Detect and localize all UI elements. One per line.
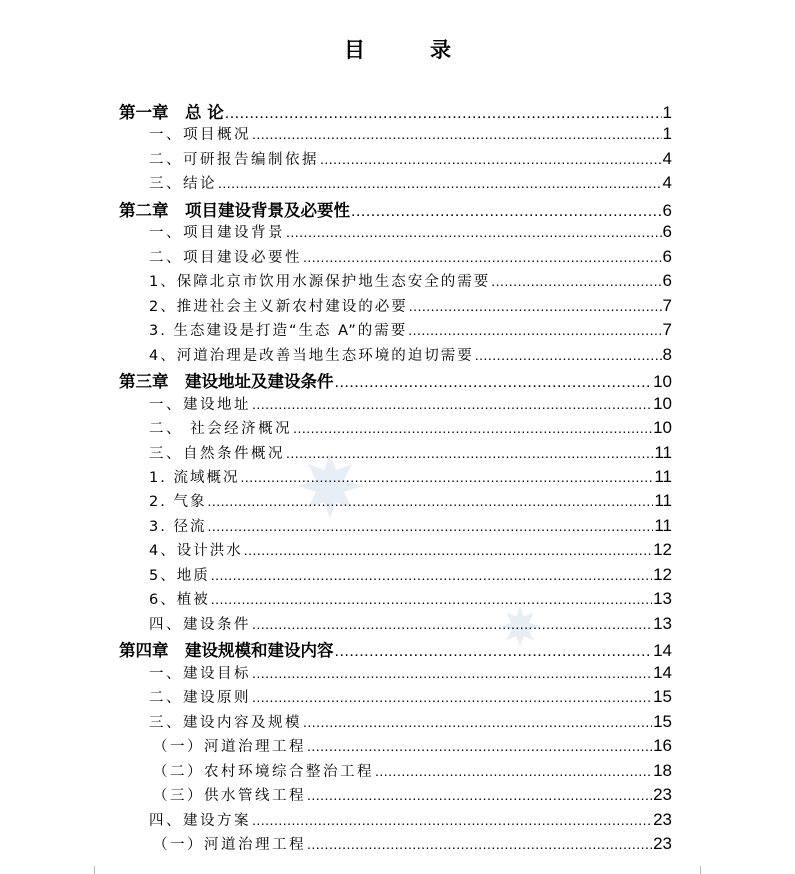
toc-entry[interactable] — [149, 123, 672, 147]
toc-page-number: 11 — [654, 443, 672, 462]
toc-page-number: 7 — [662, 320, 672, 339]
toc-entry-label: 三、结论 — [149, 176, 217, 192]
toc-dot-leader — [286, 224, 662, 240]
toc-page-number: 1 — [662, 103, 672, 122]
toc-dot-leader — [252, 126, 662, 142]
toc-page-number: 4 — [662, 173, 672, 192]
toc-page-number: 7 — [662, 296, 672, 315]
toc-entry-label: 4、设计洪水 — [149, 543, 243, 559]
toc-page-number: 16 — [653, 736, 672, 755]
toc-dot-leader — [293, 420, 652, 436]
toc-dot-leader — [408, 322, 661, 338]
toc-entry-label: 3. 径流 — [149, 519, 207, 535]
toc-entry[interactable] — [153, 833, 672, 857]
toc-page-number: 10 — [653, 372, 672, 391]
toc-entry-label: （三）供水管线工程 — [153, 788, 306, 804]
toc-page-number: 13 — [653, 614, 672, 633]
toc-dot-leader — [351, 203, 662, 221]
toc-dot-leader — [252, 396, 652, 412]
toc-dot-leader — [252, 616, 652, 632]
toc-page-number: 6 — [662, 222, 672, 241]
toc-entry[interactable] — [119, 197, 672, 221]
toc-entry-label: 四、建设方案 — [149, 813, 251, 829]
toc-dot-leader — [225, 105, 662, 123]
toc-page-number: 1 — [662, 124, 672, 143]
toc-dot-leader — [211, 591, 652, 607]
toc-page-number: 14 — [653, 641, 672, 660]
toc-entry[interactable] — [149, 613, 672, 637]
toc-entry-label: 一、建设目标 — [149, 666, 251, 682]
toc-entry-label: 2、推进社会主义新农村建设的必要 — [149, 299, 408, 315]
toc-entry[interactable] — [149, 246, 672, 270]
toc-entry-label: 二、建设原则 — [149, 690, 251, 706]
toc-entry[interactable] — [149, 466, 672, 490]
toc-page-number: 15 — [653, 712, 672, 731]
toc-page-number: 11 — [654, 467, 672, 486]
toc-entry[interactable] — [153, 784, 672, 808]
toc-page-number: 12 — [653, 565, 672, 584]
toc-entry[interactable] — [119, 99, 672, 123]
toc-dot-leader — [218, 175, 662, 191]
toc-page-number: 11 — [654, 516, 672, 535]
toc-page-number: 18 — [653, 761, 672, 780]
toc-entry[interactable] — [119, 368, 672, 392]
toc-entry-label: 二、 社会经济概况 — [149, 421, 293, 437]
toc-dot-leader — [286, 445, 653, 461]
toc-entry-label: 二、项目建设必要性 — [149, 250, 302, 266]
toc-entry[interactable] — [149, 564, 672, 588]
toc-entry[interactable] — [149, 490, 672, 514]
toc-dot-leader — [307, 787, 652, 803]
toc-entry-label: 4、河道治理是改善当地生态环境的迫切需要 — [149, 348, 474, 364]
toc-entry-label: 5、地质 — [149, 568, 210, 584]
toc-dot-leader — [207, 518, 653, 534]
toc-entry[interactable] — [119, 637, 672, 661]
toc-page-number: 8 — [662, 345, 672, 364]
toc-entry[interactable] — [149, 515, 672, 539]
toc-page-number: 11 — [654, 491, 672, 510]
toc-entry[interactable] — [149, 148, 672, 172]
toc-entry[interactable] — [149, 588, 672, 612]
toc-entry[interactable] — [149, 393, 672, 417]
toc-dot-leader — [307, 738, 652, 754]
toc-entry-label: 二、可研报告编制依据 — [149, 152, 319, 168]
toc-dot-leader — [303, 714, 652, 730]
toc-entry-label: 第三章 建设地址及建设条件 — [119, 372, 334, 391]
toc-entry[interactable] — [153, 735, 672, 759]
toc-page-number: 10 — [653, 394, 672, 413]
toc-page-number: 23 — [653, 810, 672, 829]
toc-entry-label: 3. 生态建设是打造“生态 A”的需要 — [149, 323, 408, 339]
toc-entry[interactable] — [149, 344, 672, 368]
toc-page-number: 6 — [662, 201, 672, 220]
toc-entry-label: 三、建设内容及规模 — [149, 715, 302, 731]
toc-page-number: 6 — [662, 247, 672, 266]
toc-entry[interactable] — [149, 711, 672, 735]
toc-page-number: 10 — [653, 418, 672, 437]
toc-entry-label: （二）农村环境综合整治工程 — [153, 764, 374, 780]
toc-entry-label: 四、建设条件 — [149, 617, 251, 633]
page-corner-mark-left — [86, 866, 95, 874]
toc-dot-leader — [252, 665, 652, 681]
toc-dot-leader — [244, 542, 652, 558]
toc-entry[interactable] — [149, 809, 672, 833]
page-corner-mark-right — [700, 866, 709, 874]
toc-dot-leader — [307, 836, 652, 852]
toc-dot-leader — [475, 347, 662, 363]
toc-page-number: 6 — [662, 271, 672, 290]
toc-entry-label: （一）河道治理工程 — [153, 739, 306, 755]
toc-entry-label: 6、植被 — [149, 592, 210, 608]
toc-dot-leader — [211, 567, 652, 583]
toc-page-number: 4 — [662, 149, 672, 168]
toc-entry[interactable] — [149, 686, 672, 710]
toc-dot-leader — [320, 151, 662, 167]
toc-page-number: 23 — [653, 834, 672, 853]
toc-page-number: 15 — [653, 687, 672, 706]
toc-entry-label: 2. 气象 — [149, 494, 207, 510]
toc-dot-leader — [335, 643, 653, 661]
toc-dot-leader — [375, 763, 652, 779]
toc-entry-label: 1、保障北京市饮用水源保护地生态安全的需要 — [149, 274, 491, 290]
toc-entry[interactable] — [149, 172, 672, 196]
toc-dot-leader — [252, 689, 652, 705]
toc-page-number: 12 — [653, 540, 672, 559]
toc-entry-label: 第四章 建设规模和建设内容 — [119, 641, 334, 660]
toc-dot-leader — [207, 493, 653, 509]
toc-entry[interactable] — [149, 221, 672, 245]
toc-page-number: 23 — [653, 785, 672, 804]
toc-dot-leader — [303, 249, 662, 265]
toc-entry-label: 第二章 项目建设背景及必要性 — [119, 201, 350, 220]
toc-entry[interactable] — [149, 417, 672, 441]
toc-dot-leader — [491, 273, 661, 289]
toc-dot-leader — [409, 298, 662, 314]
toc-entry[interactable] — [149, 539, 672, 563]
toc-entry-label: 1. 流域概况 — [149, 470, 240, 486]
toc-entry[interactable] — [149, 295, 672, 319]
toc-entry-label: （一）河道治理工程 — [153, 837, 306, 853]
toc-title: 目 录 — [344, 38, 473, 62]
toc-entry[interactable] — [149, 442, 672, 466]
toc-entry-label: 一、项目建设背景 — [149, 225, 285, 241]
toc-entry[interactable] — [149, 270, 672, 294]
toc-entry[interactable] — [149, 319, 672, 343]
toc-entry-label: 第一章 总 论 — [119, 103, 224, 122]
toc-entry[interactable] — [149, 662, 672, 686]
toc-dot-leader — [240, 469, 653, 485]
toc-entry[interactable] — [153, 760, 672, 784]
toc-entry-label: 一、项目概况 — [149, 127, 251, 143]
toc-page-number: 14 — [653, 663, 672, 682]
toc-dot-leader — [335, 374, 653, 392]
toc-page-number: 13 — [653, 589, 672, 608]
toc-entry-label: 一、建设地址 — [149, 397, 251, 413]
toc-entry-label: 三、自然条件概况 — [149, 446, 285, 462]
toc-dot-leader — [252, 812, 652, 828]
